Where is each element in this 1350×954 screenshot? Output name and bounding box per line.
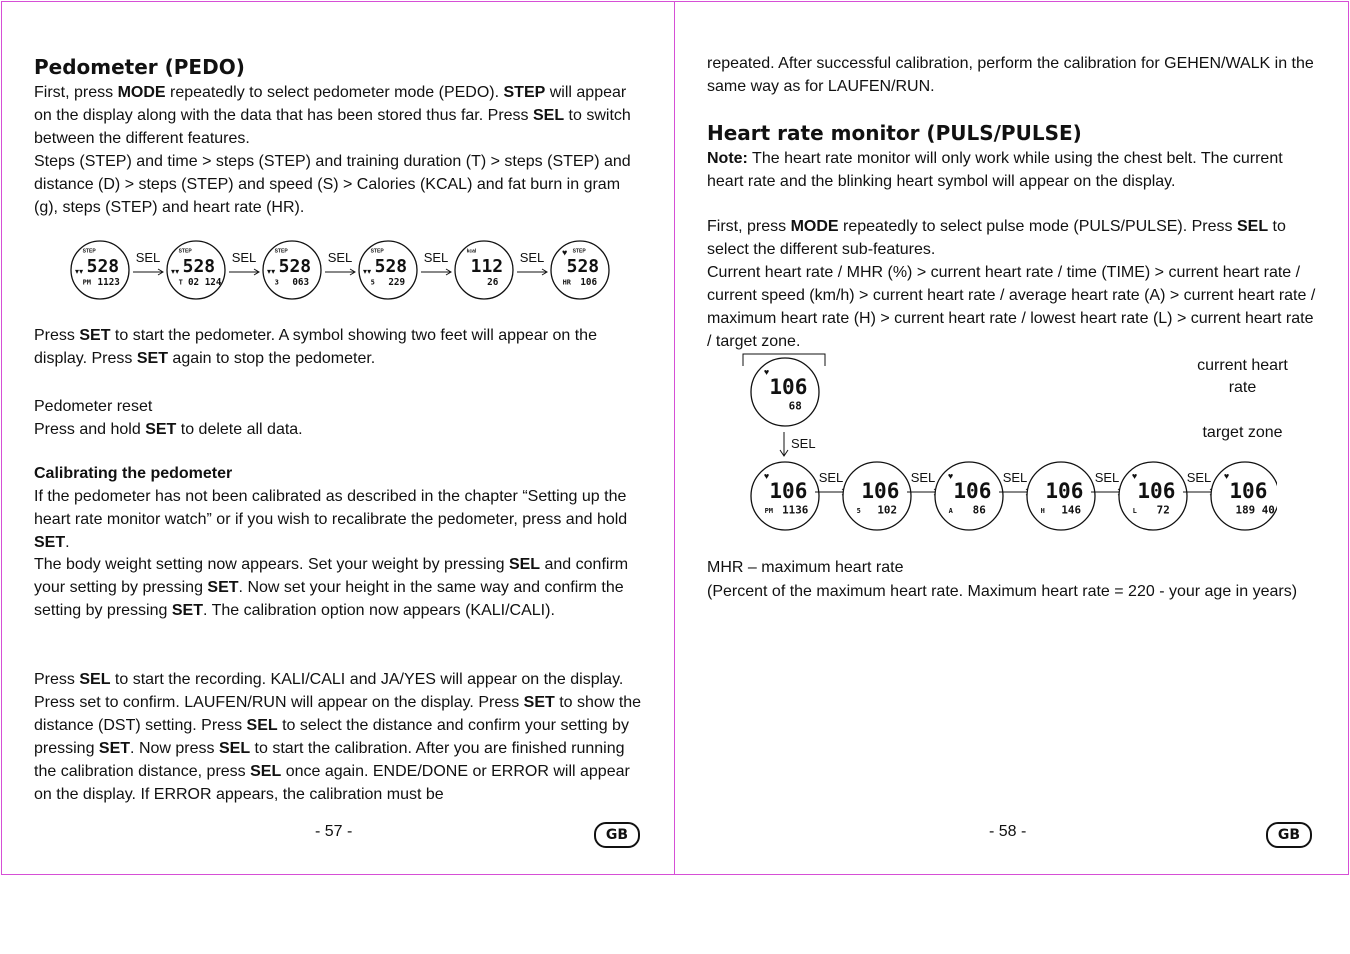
watch-main-value: 106 xyxy=(953,478,992,503)
language-badge: GB xyxy=(1266,822,1312,848)
watch-main-value: 106 xyxy=(769,478,808,503)
watch-main-value: 528 xyxy=(566,256,600,277)
heart-icon: ♥ xyxy=(763,471,770,481)
watch-prefix: 5 xyxy=(370,278,375,287)
feet-icon: ▾▾ xyxy=(75,267,84,276)
watch-main-value: 106 xyxy=(1045,478,1084,503)
sel-label: SEL xyxy=(519,250,545,265)
heart-icon: ♥ xyxy=(1223,471,1230,481)
section-heading-heart-rate: Heart rate monitor (PULS/PULSE) xyxy=(707,121,1082,145)
sel-label: SEL xyxy=(1002,470,1028,485)
watch-tag: STEP xyxy=(370,248,384,255)
watch-display xyxy=(551,241,609,299)
sel-label: SEL xyxy=(818,470,844,485)
watch-display xyxy=(751,462,819,530)
paragraph-calibration-1: If the pedometer has not been calibrated as described in the chapter “Setting up the heart rate monitor watch” or if you wish to recalibrate the pedometer, press and hold SET. xyxy=(34,488,628,551)
label-target-zone: target zone xyxy=(1202,424,1283,441)
watch-sub-value: 146 xyxy=(1061,503,1082,517)
watch-display xyxy=(455,241,513,299)
sel-label: SEL xyxy=(910,470,936,485)
watch-main-value: 106 xyxy=(1137,478,1176,503)
subheading-mhr: MHR – maximum heart rate xyxy=(707,559,904,576)
watch-prefix: HR xyxy=(562,278,572,287)
language-badge: GB xyxy=(594,822,640,848)
watch-prefix: PM xyxy=(764,507,774,515)
watch-main-value: 112 xyxy=(470,256,504,277)
watch-tag: STEP xyxy=(82,248,96,255)
watch-sub-value: 26 xyxy=(487,277,499,289)
sel-label: SEL xyxy=(327,250,353,265)
heart-icon: ♥ xyxy=(763,367,770,377)
paragraph-intro: First, press MODE repeatedly to select pedometer mode (PEDO). STEP will appear on the display along with the data that has been stored thus far. Press SEL to switch between the different features. xyxy=(34,84,631,147)
watch-main-value: 528 xyxy=(182,256,216,277)
feet-icon: ▾▾ xyxy=(171,267,180,276)
watch-prefix: A xyxy=(948,507,953,515)
page-number: - 57 - xyxy=(315,823,353,840)
feet-icon: ▾▾ xyxy=(363,267,372,276)
paragraph-mhr: (Percent of the maximum heart rate. Maximum heart rate = 220 - your age in years) xyxy=(707,583,1298,600)
watch-main-value: 106 xyxy=(861,478,900,503)
watch-main-value: 528 xyxy=(374,256,408,277)
watch-main-value: 528 xyxy=(86,256,120,277)
watch-main-value: 106 xyxy=(769,374,808,399)
section-heading-pedometer: Pedometer (PEDO) xyxy=(34,55,245,79)
watch-prefix: L xyxy=(1132,507,1137,515)
watch-prefix: T xyxy=(178,278,183,287)
watch-display xyxy=(1119,462,1187,530)
paragraph-calibration-3: Press SEL to start the recording. KALI/CALI and JA/YES will appear on the display. Press set to confirm. LAUFEN/RUN will appear on the display. Press SET to show the distance (DST) setting. Press SEL to select the distance and confirm your setting by pressing SET. Now press SEL to start the calibration. After you are finished running the calibration distance, press SEL once again. ENDE/DONE or ERROR will appear on the display. If ERROR appears, the calibration must be xyxy=(34,671,642,803)
paragraph-continued: repeated. After successful calibration, perform the calibration for GEHEN/WALK in the same way as for LAUFEN/RUN. xyxy=(707,55,1314,95)
watch-display xyxy=(751,358,819,426)
feet-icon: ▾▾ xyxy=(267,267,276,276)
heart-icon: ♥ xyxy=(947,471,954,481)
watch-tag: kcal xyxy=(466,248,477,255)
watch-display xyxy=(167,241,225,299)
sel-label: SEL xyxy=(1186,470,1212,485)
watch-sub-value: 68 xyxy=(788,399,802,413)
paragraph-set: Press SET to start the pedometer. A symbol showing two feet will appear on the display. Press SET again to stop the pedometer. xyxy=(34,327,597,367)
watch-sub-value: 102 xyxy=(877,503,898,517)
paragraph-hr-features: Current heart rate / MHR (%) > current heart rate / time (TIME) > current heart rate / current speed (km/h) > current heart rate / average heart rate (A) > current heart rate / maximum heart rate (H) > current heart rate / lowest heart rate (L) > current heart rate / target zone. xyxy=(707,264,1316,350)
watch-display xyxy=(359,241,417,299)
paragraph-note: Note: The heart rate monitor will only work while using the chest belt. The current heart rate and the blinking heart symbol will appear on the display. xyxy=(707,150,1283,190)
sel-label: SEL xyxy=(791,436,816,451)
watch-tag: STEP xyxy=(178,248,192,255)
watch-sub-value: 063 xyxy=(292,277,310,289)
watch-tag: STEP xyxy=(572,248,586,255)
sel-label: SEL xyxy=(1094,470,1120,485)
watch-prefix: 5 xyxy=(856,507,861,515)
watch-display xyxy=(935,462,1003,530)
watch-prefix: 3 xyxy=(274,278,279,287)
sel-label: SEL xyxy=(135,250,161,265)
watch-sub-value: 02 124 xyxy=(187,277,222,289)
watch-display xyxy=(71,241,129,299)
watch-prefix: PM xyxy=(82,278,92,287)
sel-label: SEL xyxy=(423,250,449,265)
watch-main-value: 106 xyxy=(1229,478,1268,503)
paragraph-mode: First, press MODE repeatedly to select pulse mode (PULS/PULSE). Press SEL to select the different sub-features. xyxy=(707,218,1286,258)
watch-sub-value: 106 xyxy=(580,277,598,289)
watch-sub-value: 229 xyxy=(388,277,406,289)
page-number: - 58 - xyxy=(989,823,1027,840)
watch-tag: STEP xyxy=(274,248,288,255)
subheading-calibration: Calibrating the pedometer xyxy=(34,465,233,482)
paragraph-calibration-2: The body weight setting now appears. Set your weight by pressing SEL and confirm your setting by pressing SET. Now set your height in the same way and confirm the setting by pressing SET. The calibration option now appears (KALI/CALI). xyxy=(34,556,629,619)
watch-sub-value: 1136 xyxy=(782,503,809,517)
subheading-reset: Pedometer reset xyxy=(34,398,153,415)
watch-display xyxy=(843,462,911,530)
watch-display xyxy=(1027,462,1095,530)
watch-sub-value: 86 xyxy=(972,503,986,517)
paragraph-features: Steps (STEP) and time > steps (STEP) and training duration (T) > steps (STEP) and distance (D) > steps (STEP) and speed (S) > Calories (KCAL) and fat burn in gram (g), steps (STEP) and heart rate (HR). xyxy=(34,153,631,216)
pedometer-display-diagram xyxy=(62,234,622,306)
heart-icon: ♥ xyxy=(1131,471,1138,481)
page-58 xyxy=(675,1,1349,875)
watch-main-value: 528 xyxy=(278,256,312,277)
label-current-heart-rate: current heart rate xyxy=(1197,357,1288,396)
sel-label: SEL xyxy=(231,250,257,265)
page-57 xyxy=(1,1,675,875)
heart-icon: ♥ xyxy=(562,247,568,258)
watch-sub-value: 72 xyxy=(1156,503,1170,517)
watch-sub-value: 189 40 xyxy=(1235,503,1275,517)
watch-prefix: H xyxy=(1040,507,1045,515)
paragraph-reset: Press and hold SET to delete all data. xyxy=(34,421,303,438)
watch-sub-value: 1123 xyxy=(97,277,120,289)
watch-display xyxy=(1211,462,1277,530)
watch-display xyxy=(263,241,321,299)
